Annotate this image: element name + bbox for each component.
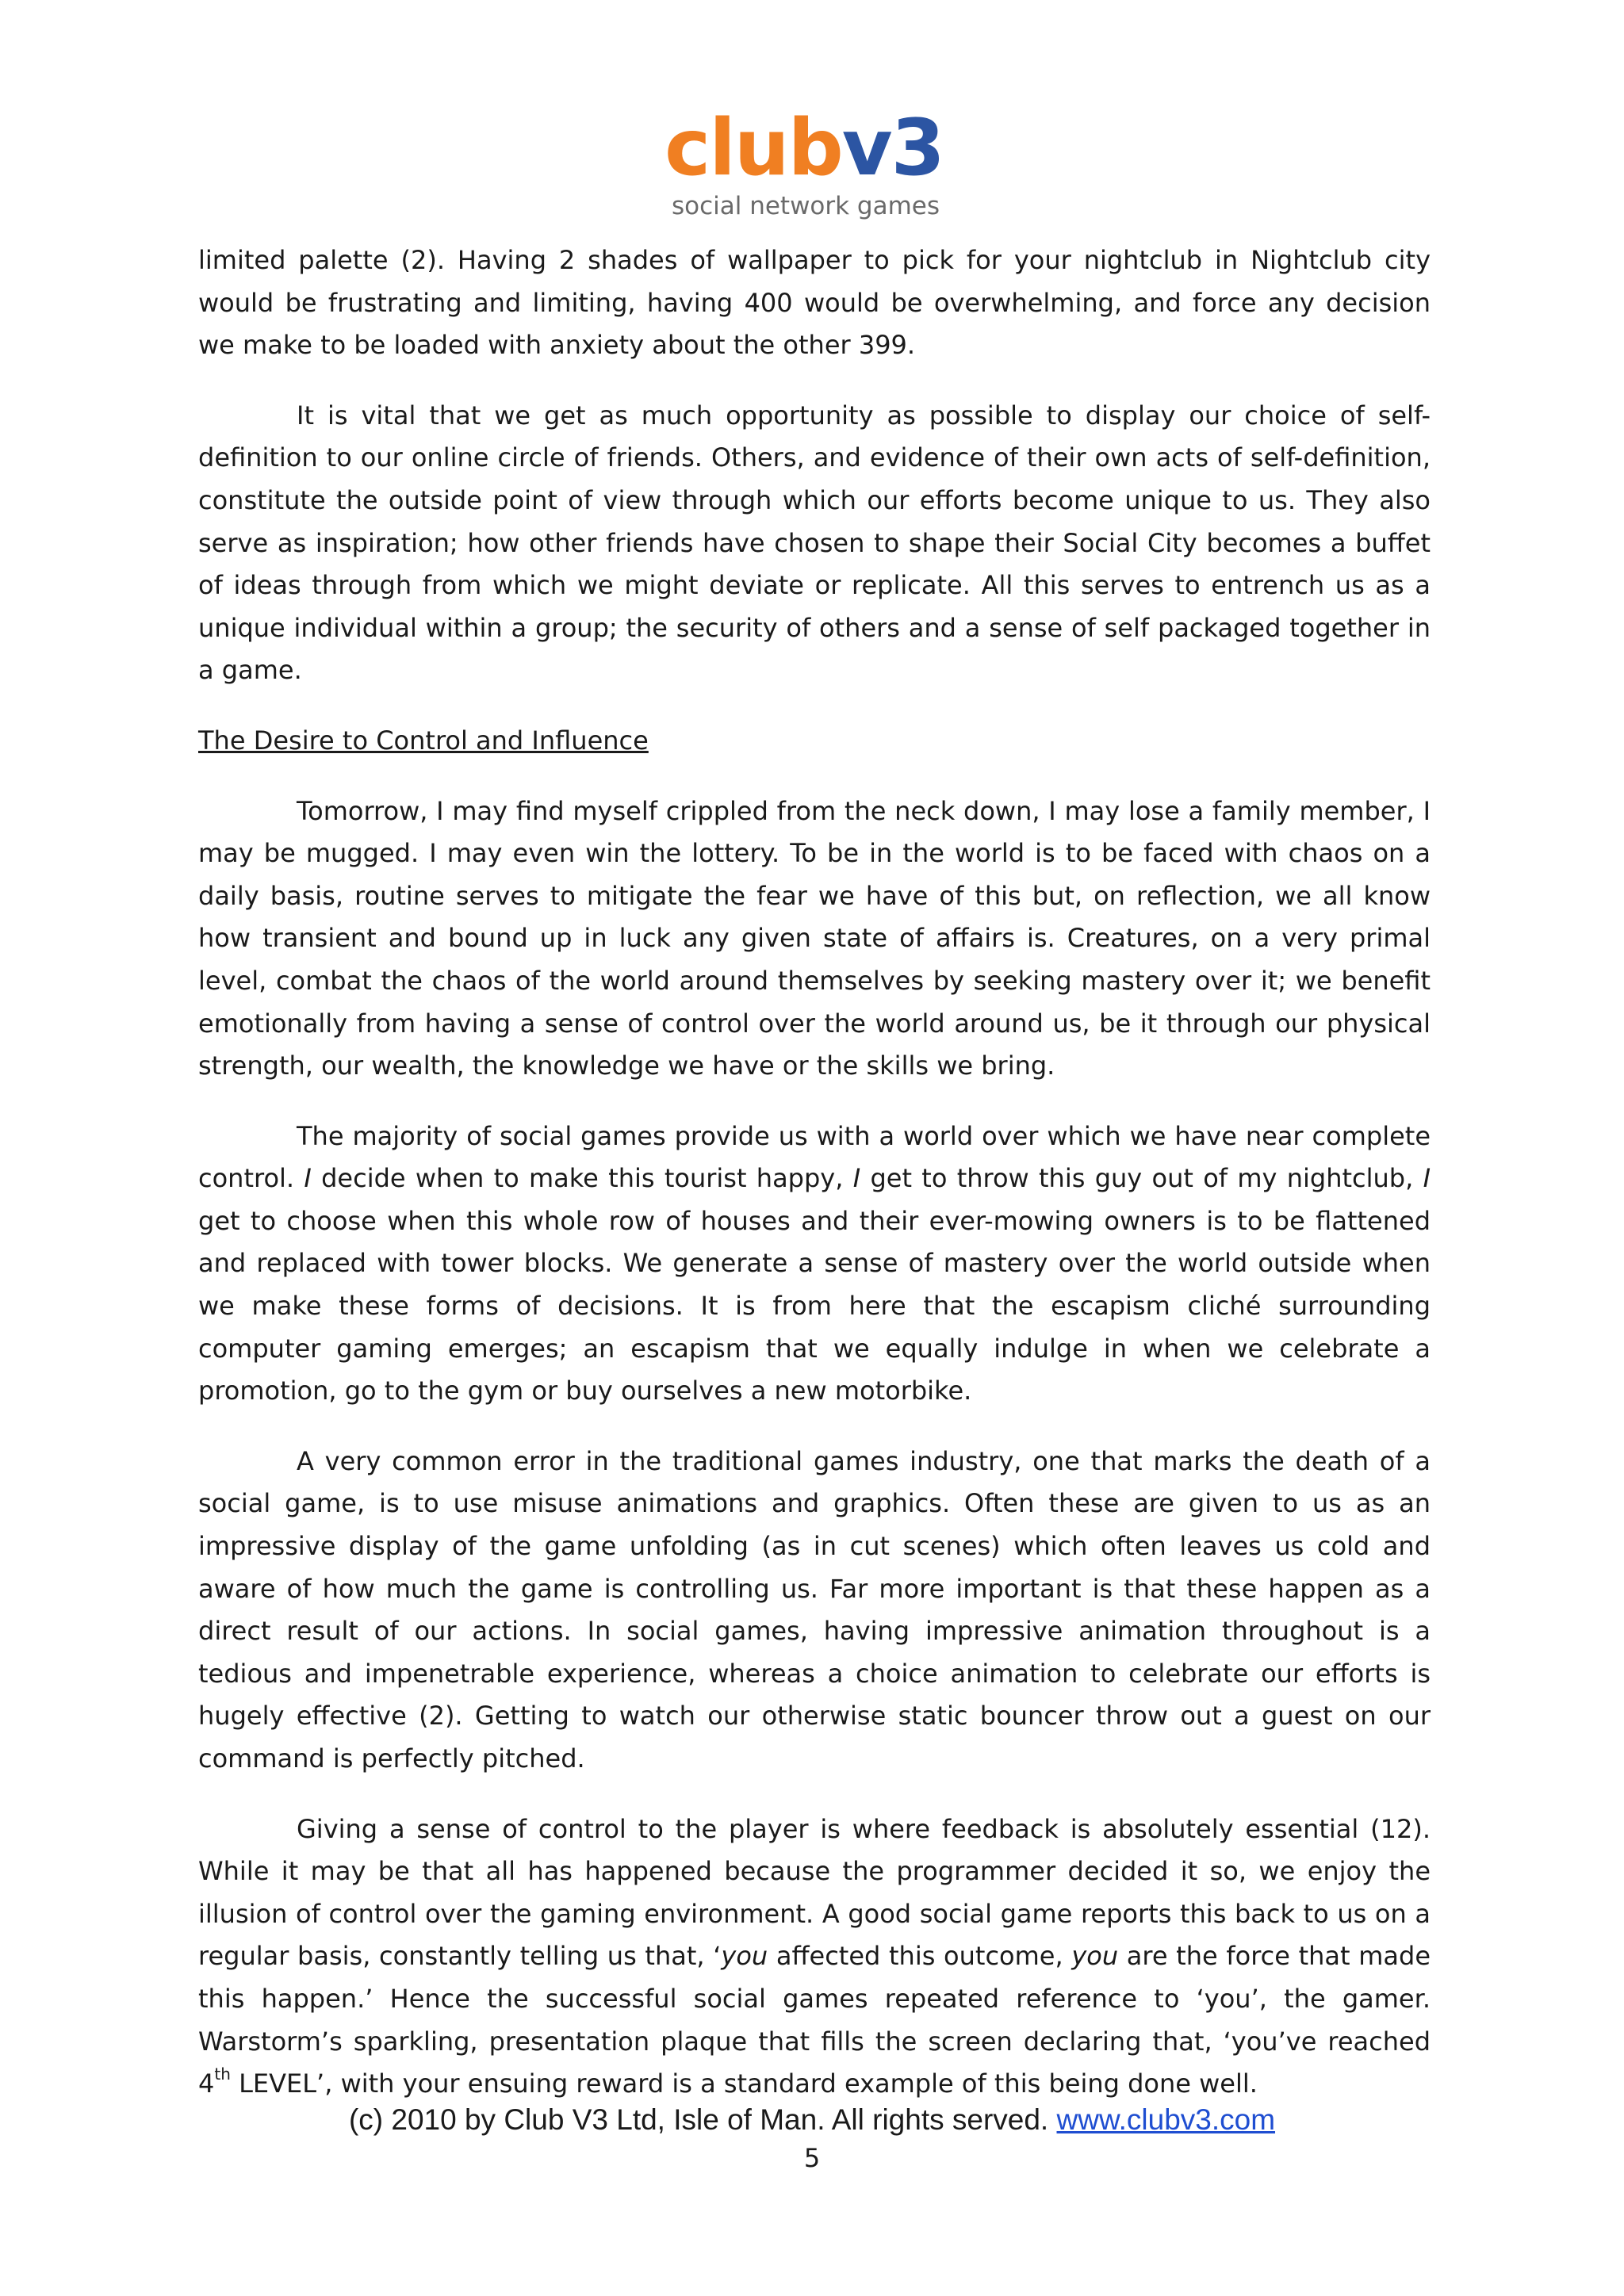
logo-club-text: club: [665, 103, 842, 193]
text-run: The majority of social games provide us with a world over which we have near complete control.: [198, 1120, 1431, 1194]
text-run: LEVEL’, with your ensuing reward is a standard example of this being done well.: [230, 2068, 1258, 2099]
text-run: Giving a sense of control to the player is where feedback is absolutely essential (12). While it may be that all has happened because the programmer decided it so, we enjoy the illusion of control over the gaming environment. A good social game reports this back to us on a regular basis, constantly telling us that, ‘: [198, 1813, 1431, 1972]
superscript: th: [214, 2064, 231, 2084]
copyright-text: (c) 2010 by Club V3 Ltd, Isle of Man. All rights served.: [348, 2103, 1057, 2136]
italic-run: I: [852, 1163, 861, 1194]
logo-wordmark: [665, 103, 944, 193]
section-heading: The Desire to Control and Influence: [198, 725, 649, 756]
page-number: 5: [803, 2143, 821, 2173]
paragraph-3: Tomorrow, I may find myself crippled from the neck down, I may lose a family member, I may be mugged. I may even win the lottery. To be in the world is to be faced with chaos on a daily basis, routine serves to mitigate the fear we have of this but, on reflection, we all know how transient and bound up in luck any given state of affairs is. Creatures, on a very primal level, combat the chaos of the world around themselves by seeking mastery over it; we benefit emotionally from having a sense of control over the world around us, be it through our physical strength, our wealth, the knowledge we have or the skills we bring.: [198, 795, 1431, 1081]
paragraph-5: A very common error in the traditional games industry, one that marks the death of a social game, is to use misuse animations and graphics. Often these are given to us as an impressive display of the game unfolding (as in cut scenes) which often leaves us cold and aware of how much the game is controlling us. Far more important is that these happen as a direct result of our actions. In social games, having impressive animation throughout is a tedious and impenetrable experience, whereas a choice animation to celebrate our efforts is hugely effective (2). Getting to watch our otherwise static bouncer throw out a guest on our command is perfectly pitched.: [198, 1445, 1431, 1774]
footer-copyright: [0, 2101, 1624, 2139]
logo-tagline: social network games: [671, 192, 940, 220]
paragraph-6: [198, 1808, 1431, 2106]
paragraph-4: [198, 1115, 1431, 1413]
italic-run: I: [304, 1163, 312, 1194]
logo-v3-text: v3: [841, 103, 944, 193]
italic-run: you: [721, 1941, 768, 1972]
clubv3-logo: [0, 103, 1624, 222]
text-run: are the force that made this happen.’ Hence the successful social games repeated reference to ‘you’, the gamer. Warstorm’s sparkling, presentation plaque that fills the screen declaring that, ‘you’ve reached 4: [198, 1941, 1431, 2099]
italic-run: I: [1423, 1163, 1431, 1194]
text-run: get to choose when this whole row of houses and their ever-mowing owners is to be flattened and replaced with tower blocks. We generate a sense of mastery over the world outside when we make these forms of decisions. It is from here that the escapism cliché surrounding computer gaming emerges; an escapism that we equally indulge in when we celebrate a promotion, go to the gym or buy ourselves a new motorbike.: [198, 1205, 1431, 1406]
text-run: affected this outcome,: [768, 1941, 1072, 1972]
document-body: [198, 239, 1431, 2133]
text-run: get to throw this guy out of my nightclub,: [860, 1163, 1423, 1194]
paragraph-2: It is vital that we get as much opportunity as possible to display our choice of self-definition to our online circle of friends. Others, and evidence of their own acts of self-definition, constitute the outside point of view through which our efforts become unique to us. They also serve as inspiration; how other friends have chosen to shape their Social City becomes a buffet of ideas through from which we might deviate or replicate. All this serves to entrench us as a unique individual within a group; the security of others and a sense of self packaged together in a game.: [198, 400, 1431, 686]
text-run: decide when to make this tourist happy,: [311, 1163, 853, 1194]
paragraph-1: limited palette (2). Having 2 shades of wallpaper to pick for your nightclub in Nightclub city would be frustrating and limiting, having 400 would be overwhelming, and force any decision we make to be loaded with anxiety about the other 399.: [198, 245, 1431, 361]
website-link[interactable]: www.clubv3.com: [1056, 2103, 1276, 2136]
italic-run: you: [1071, 1941, 1119, 1972]
